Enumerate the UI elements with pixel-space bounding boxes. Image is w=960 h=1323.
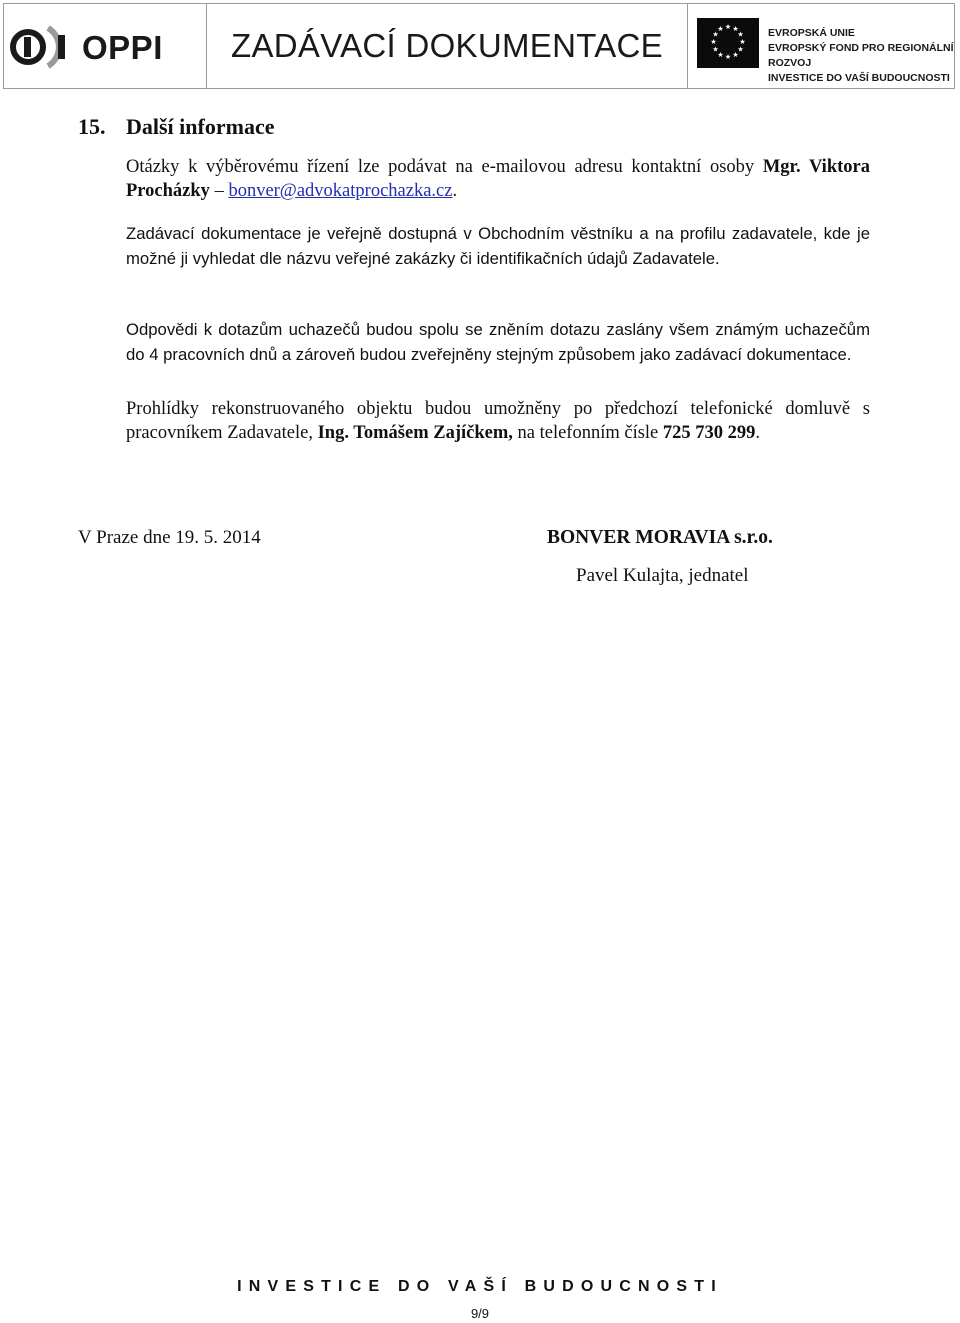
paragraph-questions <box>126 156 870 203</box>
svg-text:★: ★ <box>737 30 744 39</box>
period: . <box>452 180 458 201</box>
svg-text:★: ★ <box>732 51 739 59</box>
footer-slogan: INVESTICE DO VAŠÍ BUDOUCNOSTI <box>237 1278 723 1295</box>
oppi-logo-cell <box>4 4 207 88</box>
place-date: V Praze dne 19. 5. 2014 <box>78 527 261 548</box>
paragraph-availability: Zadávací dokumentace je veřejně dostupná v Obchodním věstníku a na profilu zadavatele, kde je možné ji vyhledat dle názvu veřejné zakázky či identifikačních údajů Zadavatele. <box>126 224 870 268</box>
section-heading <box>78 114 274 140</box>
eu-stars-icon <box>697 18 759 68</box>
svg-text:★: ★ <box>724 53 732 61</box>
eu-logo-cell <box>688 4 954 88</box>
svg-text:★: ★ <box>710 38 717 46</box>
inspection-text: Prohlídky rekonstruovaného objektu budou umožněny po předchozí telefonické domluvě s pracovníkem Zadavatele, <box>126 399 870 443</box>
section-number: 15. <box>78 114 106 139</box>
questions-text: Otázky k výběrovému řízení lze podávat na e-mailovou adresu kontaktní osoby <box>126 157 763 177</box>
company-name: BONVER MORAVIA s.r.o. <box>547 527 773 548</box>
svg-text:★: ★ <box>724 23 732 31</box>
oppi-logo-icon <box>10 22 74 72</box>
phone-number: 725 730 299 <box>662 422 756 443</box>
eu-line-1: EVROPSKÁ UNIE <box>768 27 855 39</box>
svg-text:★: ★ <box>712 45 719 54</box>
document-title: ZADÁVACÍ DOKUMENTACE <box>231 27 663 64</box>
contact-person-name: Mgr. Viktora Procházky <box>126 157 870 201</box>
svg-text:★: ★ <box>732 25 739 33</box>
contact-email-link[interactable]: bonver@advokatprochazka.cz <box>228 180 453 201</box>
document-header <box>3 3 955 89</box>
svg-text:★: ★ <box>712 30 719 39</box>
svg-text:★: ★ <box>739 38 746 46</box>
eu-line-3: INVESTICE DO VAŠÍ BUDOUCNOSTI <box>768 72 950 84</box>
contact-employee-name: Ing. Tomášem Zajíčkem, <box>317 422 513 443</box>
page-number: 9/9 <box>470 1306 490 1321</box>
phone-intro: na telefonním čísle <box>512 422 663 443</box>
period: . <box>755 422 761 443</box>
svg-text:★: ★ <box>717 51 724 59</box>
eu-flag-icon <box>697 18 759 68</box>
eu-line-2: EVROPSKÝ FOND PRO REGIONÁLNÍ ROZVOJ <box>768 42 954 69</box>
section-title: Další informace <box>126 114 275 139</box>
paragraph-inspections <box>126 398 870 445</box>
svg-text:★: ★ <box>717 25 724 33</box>
header-title-cell <box>207 4 688 88</box>
signer-name: Pavel Kulajta, jednatel <box>576 565 749 586</box>
oppi-logo-text: OPPI <box>82 29 163 66</box>
dash: – <box>209 180 229 201</box>
eu-text-block <box>768 26 954 86</box>
paragraph-answers: Odpovědi k dotazům uchazečů budou spolu se zněním dotazu zaslány všem známým uchazečům do 4 pracovních dnů a zároveň budou zveřejněny stejným způsobem jako zadávací dokumentace. <box>126 320 870 364</box>
svg-text:★: ★ <box>737 45 744 54</box>
